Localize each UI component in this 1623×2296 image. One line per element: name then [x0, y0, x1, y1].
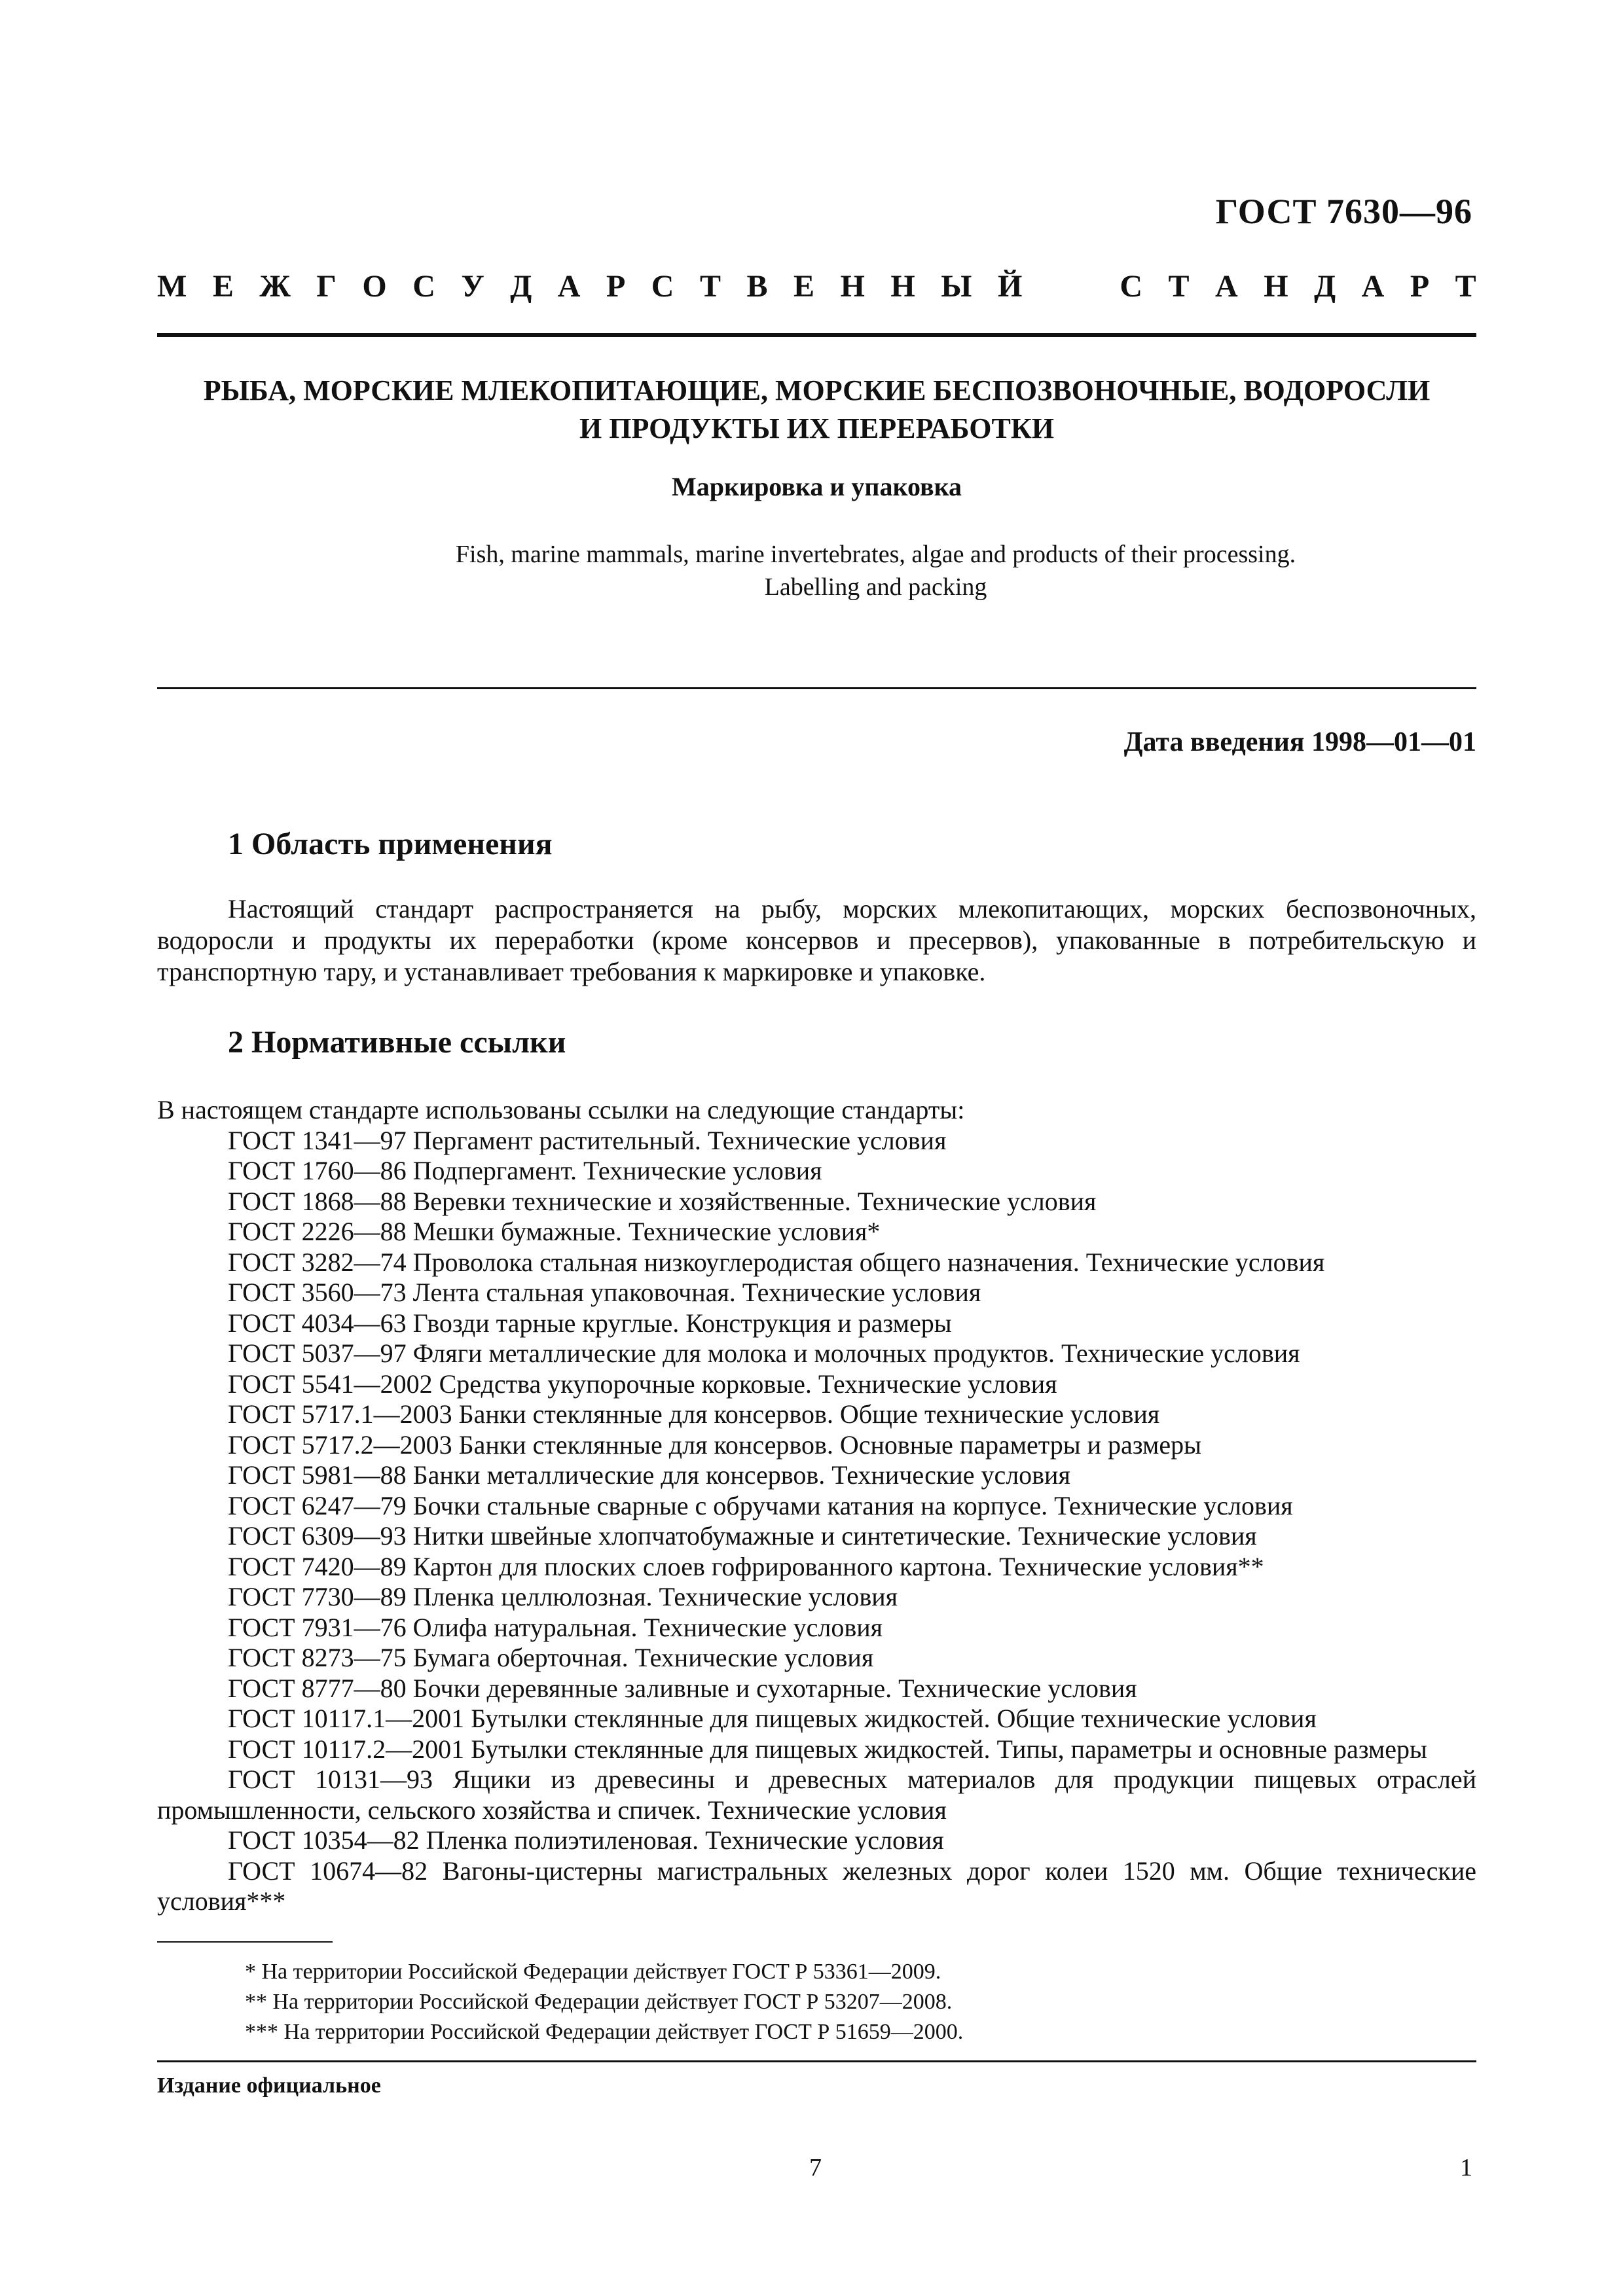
banner-gap [1048, 268, 1094, 304]
banner-letter: Т [1168, 269, 1190, 304]
banner-letter: Г [316, 269, 337, 304]
document-subtitle: Маркировка и упаковка [671, 472, 962, 501]
banner-letter: Н [1264, 269, 1288, 304]
reference-item: ГОСТ 5541—2002 Средства укупорочные корковые. Технические условия [228, 1369, 1057, 1399]
reference-item: ГОСТ 6247—79 Бочки стальные сварные с обручами катания на корпусе. Технические условия [228, 1490, 1293, 1520]
reference-item: ГОСТ 6309—93 Нитки швейные хлопчатобумажные и синтетические. Технические условия [228, 1521, 1257, 1551]
reference-item: ГОСТ 7730—89 Пленка целлюлозная. Технические условия [228, 1582, 898, 1611]
reference-item: ГОСТ 5037—97 Фляги металлические для молока и молочных продуктов. Технические условия [228, 1338, 1300, 1368]
banner-letter: М [157, 269, 187, 304]
references-lead: В настоящем стандарте использованы ссылки на следующие стандарты: [157, 1095, 965, 1124]
banner-letter: Р [606, 269, 626, 304]
title-line-1: РЫБА, МОРСКИЕ МЛЕКОПИТАЮЩИЕ, МОРСКИЕ БЕСПОЗВОНОЧНЫЕ, ВОДОРОСЛИ [203, 374, 1431, 406]
section-1-paragraph: Настоящий стандарт распространяется на рыбу, морских млекопитающих, морских беспозвоночных, водоросли и продукты их переработки (кроме консервов и пресервов), упакованные в потребительскую и транспортную тару, и устанавливает требования к маркировке и упаковке. [157, 894, 1476, 986]
reference-item: ГОСТ 3282—74 Проволока стальная низкоуглеродистая общего назначения. Технические условия [228, 1247, 1325, 1277]
banner-letter: Е [212, 269, 234, 304]
english-title-line-1: Fish, marine mammals, marine invertebrates, algae and products of their processing. [455, 541, 1296, 568]
footnote-1: * На территории Российской Федерации действует ГОСТ Р 53361—2009. [245, 1960, 941, 1984]
reference-item: ГОСТ 7420—89 Картон для плоских слоев гофрированного картона. Технические условия** [228, 1551, 1264, 1581]
reference-item: ГОСТ 10674—82 Вагоны-цистерны магистральных железных дорог колеи 1520 мм. Общие технические условия*** [157, 1856, 1476, 1916]
footnote-rule [157, 1941, 333, 1943]
document-title [157, 372, 1476, 448]
banner-letter: Е [793, 269, 815, 304]
reference-item: ГОСТ 10131—93 Ящики из древесины и древесных материалов для продукции пищевых отраслей промышленности, сельского хозяйства и спичек. Технические условия [157, 1765, 1476, 1825]
banner-letter: Ы [941, 269, 972, 304]
banner-letter: А [1361, 269, 1385, 304]
banner-letter: Т [1455, 269, 1476, 304]
banner-letter: Т [699, 269, 721, 304]
reference-item: ГОСТ 3560—73 Лента стальная упаковочная. Технические условия [228, 1278, 981, 1307]
footnotes [157, 1957, 1476, 2047]
banner-letter: У [461, 269, 484, 304]
reference-item: ГОСТ 5981—88 Банки металлические для консервов. Технические условия [228, 1460, 1070, 1490]
banner-letter: С [1120, 269, 1142, 304]
reference-item: ГОСТ 1341—97 Пергамент растительный. Технические условия [228, 1125, 947, 1155]
reference-item: ГОСТ 5717.2—2003 Банки стеклянные для консервов. Основные параметры и размеры [228, 1429, 1201, 1460]
interstate-standard-banner [157, 268, 1476, 304]
official-edition-label: Издание официальное [157, 2073, 381, 2098]
page-number-right: 1 [1460, 2154, 1472, 2181]
reference-item: ГОСТ 10354—82 Пленка полиэтиленовая. Технические условия [228, 1825, 944, 1855]
banner-letter: В [746, 269, 768, 304]
reference-item: ГОСТ 10117.1—2001 Бутылки стеклянные для пищевых жидкостей. Общие технические условия [228, 1704, 1317, 1733]
header-rule [157, 333, 1476, 337]
reference-item: ГОСТ 2226—88 Мешки бумажные. Технические условия* [228, 1217, 881, 1246]
section-2-heading: 2 Нормативные ссылки [228, 1025, 566, 1060]
reference-item: ГОСТ 1760—86 Подпергамент. Технические условия [228, 1156, 822, 1185]
banner-letter: Д [1314, 269, 1336, 304]
page-number-center: 7 [809, 2154, 822, 2181]
banner-letter: С [651, 269, 674, 304]
reference-item: ГОСТ 7931—76 Олифа натуральная. Технические условия [228, 1612, 883, 1642]
reference-item: ГОСТ 1868—88 Веревки технические и хозяйственные. Технические условия [228, 1186, 1097, 1216]
english-title [157, 538, 1476, 603]
footer-rule [157, 2060, 1476, 2062]
title-rule [157, 687, 1476, 689]
reference-item: ГОСТ 10117.2—2001 Бутылки стеклянные для пищевых жидкостей. Типы, параметры и основные размеры [228, 1734, 1427, 1764]
banner-letter: А [1215, 269, 1238, 304]
title-line-2: И ПРОДУКТЫ ИХ ПЕРЕРАБОТКИ [579, 412, 1054, 444]
banner-letter: А [557, 269, 581, 304]
reference-item: ГОСТ 5717.1—2003 Банки стеклянные для консервов. Общие технические условия [228, 1399, 1160, 1429]
reference-item: ГОСТ 8777—80 Бочки деревянные заливные и сухотарные. Технические условия [228, 1673, 1137, 1703]
reference-list [157, 1126, 1476, 1734]
banner-letter: Й [997, 269, 1023, 304]
banner-letter: Ж [259, 269, 291, 304]
normative-references [157, 1095, 1476, 1917]
footnote-3: *** На территории Российской Федерации действует ГОСТ Р 51659—2000. [245, 2020, 964, 2044]
reference-item: ГОСТ 8273—75 Бумага оберточная. Технические условия [228, 1643, 874, 1672]
introduction-date: Дата введения 1998—01—01 [1123, 727, 1476, 757]
banner-letter: О [362, 269, 387, 304]
footnote-2: ** На территории Российской Федерации действует ГОСТ Р 53207—2008. [245, 1990, 953, 2014]
section-1-heading: 1 Область применения [228, 827, 553, 861]
banner-letter: Н [840, 269, 865, 304]
banner-letter: Д [510, 269, 532, 304]
english-title-line-2: Labelling and packing [764, 573, 987, 601]
reference-item: ГОСТ 4034—63 Гвозди тарные круглые. Конструкция и размеры [228, 1308, 952, 1338]
banner-letter: Р [1410, 269, 1430, 304]
banner-letter: С [412, 269, 435, 304]
document-code: ГОСТ 7630—96 [1215, 192, 1472, 231]
banner-letter: Н [890, 269, 915, 304]
